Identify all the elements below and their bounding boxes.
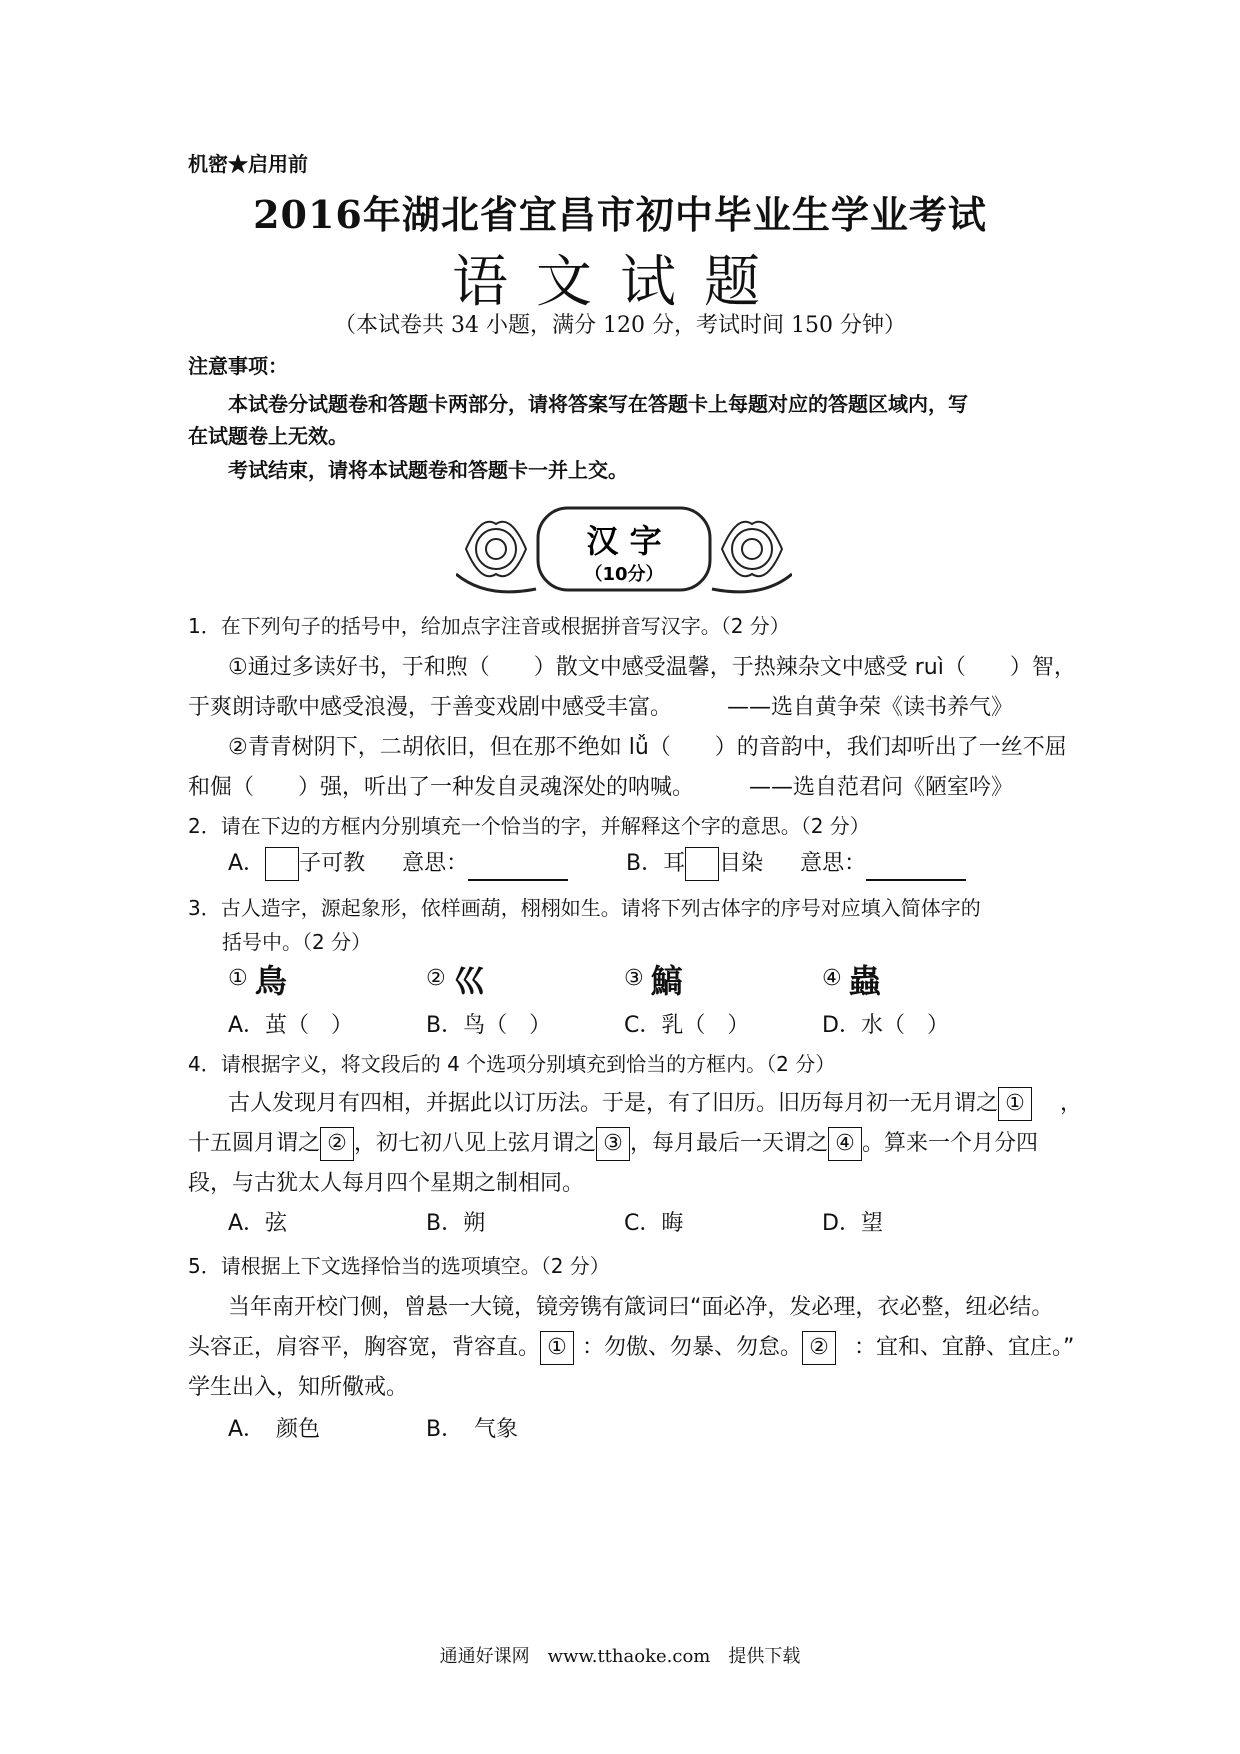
exam-info: （本试卷共 34 小题，满分 120 分，考试时间 150 分钟） — [334, 313, 906, 338]
q2-b-prefix: B．耳 — [626, 851, 686, 876]
q2-a-prefix: A． — [228, 851, 266, 876]
q2-a-meaning-blank[interactable] — [468, 857, 568, 881]
left-flower-ornament — [456, 522, 536, 592]
notice-para2: 考试结束，请将本试题卷和答题卡一并上交。 — [228, 458, 628, 482]
q2-b-meaning-blank[interactable] — [866, 857, 966, 881]
q5-line3: 学生出入，知所儆戒。 — [188, 1375, 409, 1400]
notice-para1-line1: 本试卷分试题卷和答题卡两部分，请将答案写在答题卡上每题对应的答题区域内，写 — [228, 392, 968, 416]
ancient-bird-glyph: 鳥 — [254, 962, 287, 1000]
q5-option-b: B． 气象 — [426, 1417, 519, 1442]
q3-option-b: B．鸟（ ） — [426, 1013, 552, 1038]
q4-box-1[interactable]: ① — [998, 1087, 1032, 1121]
q1-sentence2-line2: 和倔（ ）强，听出了一种发自灵魂深处的呐喊。 ——选自范君问《陋室吟》 — [188, 775, 1014, 800]
q1-sentence2-line1: ②青青树阴下，二胡依旧，但在那不绝如 lǚ（ ）的音韵中，我们却听出了一丝不屈 — [228, 735, 1067, 760]
q5-stem: 5．请根据上下文选择恰当的选项填空。（2 分） — [188, 1254, 610, 1278]
q4-line2 — [188, 1126, 1038, 1161]
q2-a-suffix: 子可教 — [299, 851, 366, 876]
q4-box-2[interactable]: ② — [320, 1127, 354, 1161]
q3-glyph-1 — [228, 956, 287, 1002]
q2-b-fill-box[interactable] — [685, 847, 719, 881]
q4-option-a: A．弦 — [228, 1211, 288, 1236]
q2-stem: 2．请在下边的方框内分别填充一个恰当的字，并解释这个字的意思。（2 分） — [188, 814, 870, 838]
banner-score: （10分） — [584, 564, 664, 585]
q4-option-b: B．朔 — [426, 1211, 486, 1236]
q4-option-d: D．望 — [822, 1211, 883, 1236]
exam-title: 2016年湖北省宜昌市初中毕业生学业考试 — [253, 192, 987, 237]
notice-para1-line2: 在试题卷上无效。 — [188, 424, 348, 448]
q4-line1-end: ， — [1060, 1091, 1083, 1116]
ancient-milk-glyph: 鰝 — [650, 962, 683, 1000]
secret-label: 机密★启用前 — [188, 152, 308, 176]
q1-sentence1-line1: ①通过多读好书，于和煦（ ）散文中感受温馨，于热辣杂文中感受 ruì（ ）智， — [228, 655, 1076, 680]
q4-line2-part-c: ，每月最后一天谓之 — [630, 1131, 829, 1156]
q2-b-suffix: 目染 — [719, 851, 764, 876]
q3-glyph-1-num: ① — [228, 966, 248, 991]
q4-line2-part-b: ，初七初八见上弦月谓之 — [354, 1131, 597, 1156]
q4-line2-part-d: 。算来一个月分四 — [862, 1131, 1039, 1156]
q5-option-a: A． 颜色 — [228, 1417, 321, 1442]
q1-stem: 1．在下列句子的括号中，给加点字注音或根据拼音写汉字。（2 分） — [188, 614, 790, 638]
subject-title: 语文试题 — [452, 250, 788, 315]
notice-heading: 注意事项： — [188, 354, 288, 378]
q3-glyph-4 — [822, 956, 881, 1002]
q5-box-2[interactable]: ② — [802, 1331, 836, 1365]
q5-line2-part-b: ：勿傲、勿暴、勿怠。 — [582, 1335, 803, 1360]
q5-line2-part-c: ：宜和、宜静、宜庄。” — [854, 1335, 1075, 1360]
footer-text: 通通好课网 www.tthaoke.com 提供下载 — [439, 1646, 801, 1667]
q4-box-4[interactable]: ④ — [828, 1127, 862, 1161]
q3-glyph-2-num: ② — [426, 966, 446, 991]
q3-glyph-3 — [624, 956, 683, 1002]
q2-a-fill-box[interactable] — [265, 847, 299, 881]
q4-line1-text: 古人发现月有四相，并据此以订历法。于是，有了旧历。旧历每月初一无月谓之 — [228, 1091, 999, 1116]
q4-line1 — [228, 1086, 1082, 1121]
q1-sentence1-line2: 于爽朗诗歌中感受浪漫，于善变戏剧中感受丰富。 ——选自黄争荣《读书养气》 — [188, 695, 1014, 720]
q4-option-c: C．晦 — [624, 1211, 684, 1236]
ancient-cocoon-glyph: 蟲 — [848, 962, 881, 1000]
q4-stem: 4．请根据字义，将文段后的 4 个选项分别填充到恰当的方框内。（2 分） — [188, 1052, 836, 1076]
q3-glyph-4-num: ④ — [822, 966, 842, 991]
section-banner — [456, 494, 792, 604]
q4-line3: 段，与古犹太人每月四个星期之制相同。 — [188, 1171, 585, 1196]
q3-stem-line2: 括号中。（2 分） — [222, 930, 372, 954]
q4-line2-part-a: 十五圆月谓之 — [188, 1131, 321, 1156]
q3-glyph-3-num: ③ — [624, 966, 644, 991]
q2-option-a — [228, 846, 568, 881]
q2-b-meaning-label: 意思： — [800, 851, 867, 876]
q3-option-c: C．乳（ ） — [624, 1013, 750, 1038]
q5-box-1[interactable]: ① — [540, 1331, 574, 1365]
right-flower-ornament — [712, 522, 792, 592]
q4-box-3[interactable]: ③ — [596, 1127, 630, 1161]
q5-line1: 当年南开校门侧，曾悬一大镜，镜旁镌有箴词曰“面必净，发必理，衣必整，纽必结。 — [228, 1295, 1054, 1320]
q5-line2-part-a: 头容正，肩容平，胸容宽，背容直。 — [188, 1335, 541, 1360]
q3-glyph-2 — [426, 956, 485, 1002]
q3-option-a: A．茧（ ） — [228, 1013, 354, 1038]
q2-option-b — [626, 846, 966, 881]
q3-option-d: D．水（ ） — [822, 1013, 949, 1038]
q2-a-meaning-label: 意思： — [402, 851, 469, 876]
q5-line2 — [188, 1330, 1074, 1365]
ancient-water-glyph: 巛 — [452, 962, 485, 1000]
banner-title: 汉 字 — [586, 522, 662, 560]
q3-stem-line1: 3．古人造字，源起象形，依样画葫，栩栩如生。请将下列古体字的序号对应填入简体字的 — [188, 896, 981, 920]
